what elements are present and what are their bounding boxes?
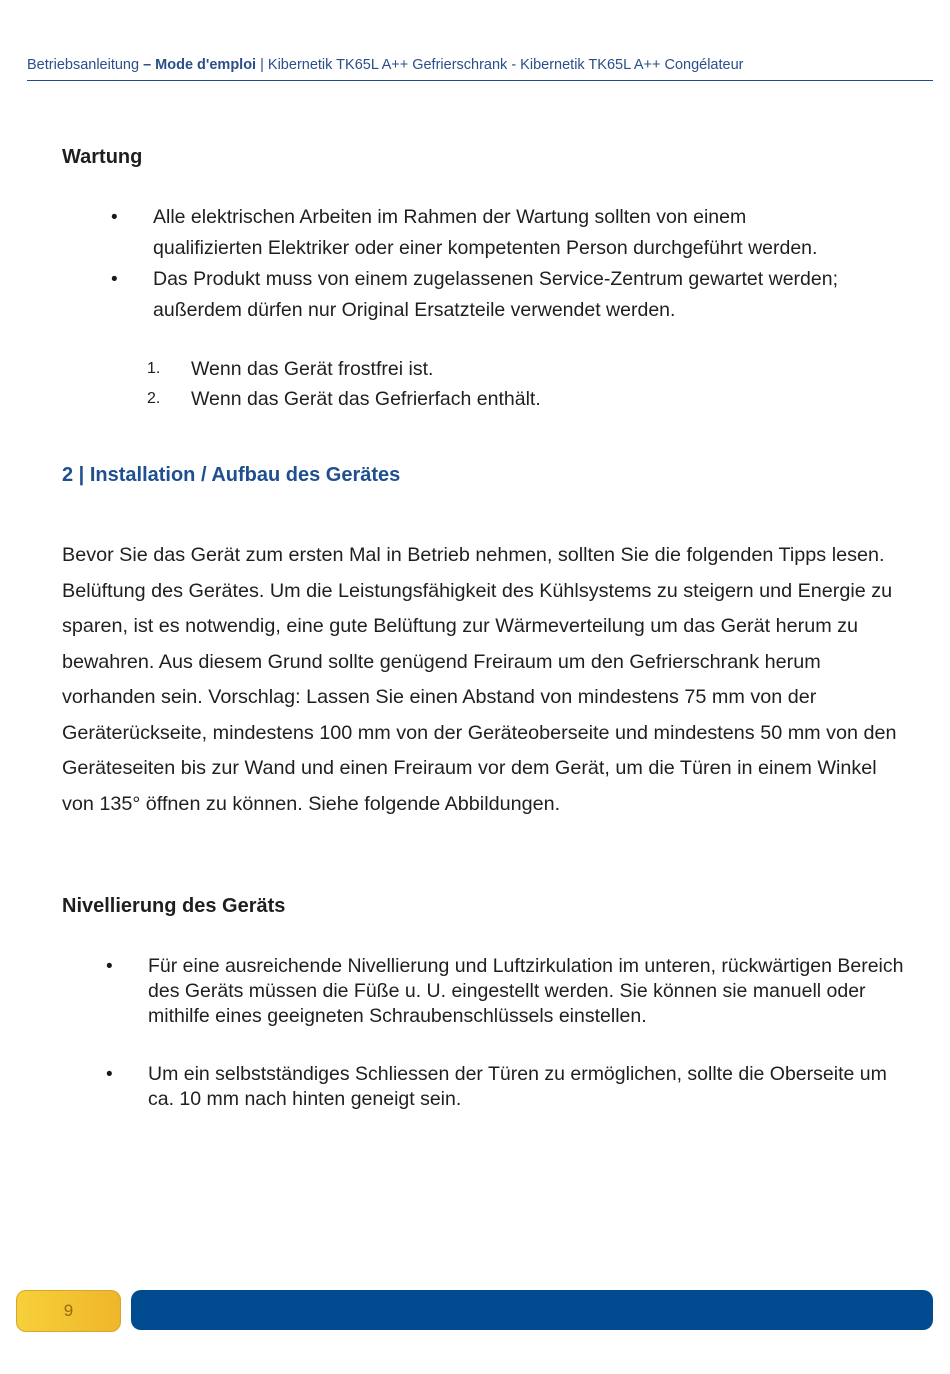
- list-number: 1.: [147, 360, 161, 377]
- bullet-icon: •: [111, 269, 118, 290]
- nivellierung-heading: Nivellierung des Geräts: [62, 895, 286, 917]
- header-mode-emploi: – Mode d'emploi: [143, 57, 257, 73]
- list-item: 2. Wenn das Gerät das Gefrierfach enthält.: [191, 384, 851, 414]
- header-divider: [27, 80, 933, 81]
- list-item: • Das Produkt muss von einem zugelassenen Service-Zentrum gewartet werden; außerdem dürfen nur Original Ersatzteile verwendet werden.: [153, 264, 853, 326]
- installation-paragraph: Bevor Sie das Gerät zum ersten Mal in Betrieb nehmen, sollten Sie die folgenden Tipps lesen. Belüftung des Gerätes. Um die Leistungsfähigkeit des Kühlsystems zu steigern und Energie zu sparen, ist es notwendig, eine gute Belüftung zur Wärmeverteilung um das Gerät herum zu bewahren. Aus diesem Grund sollte genügend Freiraum um den Gefrierschrank herum vorhanden sein. Vorschlag: Lassen Sie einen Abstand von mindestens 75 mm von der Geräterückseite, mindestens 100 mm von der Geräteoberseite und mindestens 50 mm von den Geräteseiten bis zur Wand und einen Freiraum vor dem Gerät, um die Türen in einem Winkel von 135° öffnen zu können. Siehe folgende Abbildungen.: [62, 544, 897, 815]
- header-product: | Kibernetik TK65L A++ Gefrierschrank - Kibernetik TK65L A++ Congélateur: [256, 57, 744, 73]
- header-doc-type: Betriebsanleitung: [27, 57, 144, 73]
- list-item: • Für eine ausreichende Nivellierung und Luftzirkulation im unteren, rückwärtigen Bereich des Geräts müssen die Füße u. U. eingestellt werden. Sie können sie manuell oder mithilfe eines geeigneten Schraubenschlüssels einstellen.: [106, 955, 904, 1027]
- list-number: 2.: [147, 390, 161, 407]
- wartung-bullet-list: [111, 202, 853, 326]
- list-item: • Um ein selbstständiges Schliessen der Türen zu ermöglichen, sollte die Oberseite um ca. 10 mm nach hinten geneigt sein.: [106, 1063, 887, 1110]
- list-item: 1. Wenn das Gerät frostfrei ist.: [191, 354, 851, 384]
- page-number: 9: [63, 1301, 74, 1320]
- bullet-icon: •: [106, 956, 113, 977]
- running-header: [27, 57, 933, 73]
- installation-heading: 2 | Installation / Aufbau des Gerätes: [62, 464, 401, 486]
- footer-bar: [131, 1290, 933, 1330]
- wartung-heading: Wartung: [62, 146, 143, 168]
- list-item: • Alle elektrischen Arbeiten im Rahmen der Wartung sollten von einem qualifizierten Elektriker oder einer kompetenten Person durchgeführt werden.: [153, 202, 853, 264]
- nivellierung-bullet-list: [106, 954, 908, 1145]
- wartung-numbered-list: [147, 354, 851, 414]
- bullet-icon: •: [111, 207, 118, 228]
- bullet-icon: •: [106, 1064, 113, 1085]
- page-number-badge: [16, 1290, 121, 1332]
